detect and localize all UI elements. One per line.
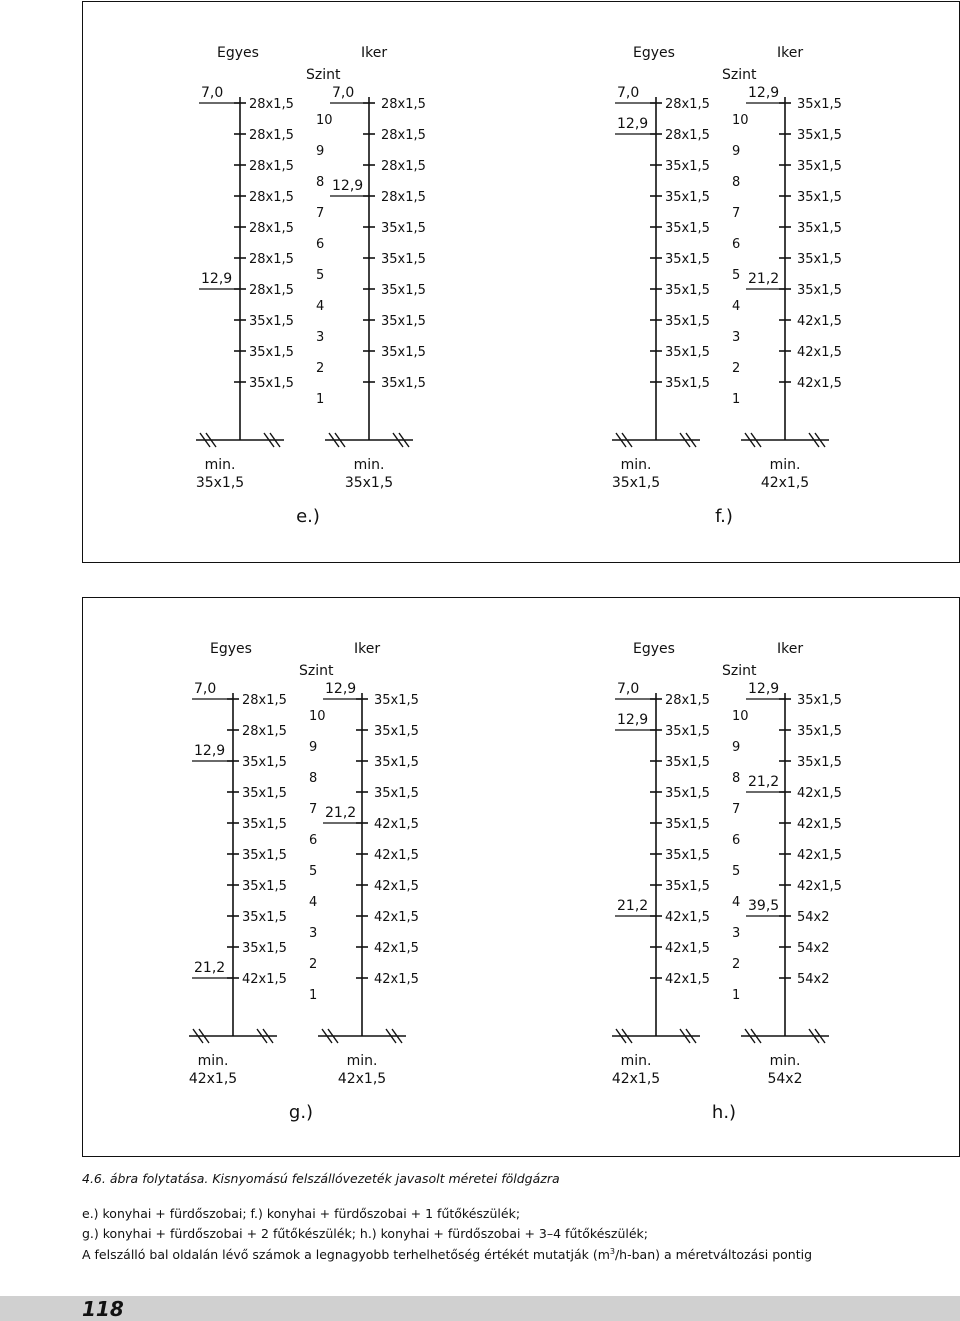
caption-line-1: e.) konyhai + fürdőszobai; f.) konyhai + fürdőszobai + 1 fűtőkészülék; [82,1206,521,1221]
level-number: 6 [316,237,325,252]
level-number: 9 [316,144,325,159]
caption-line-2: g.) konyhai + fürdőszobai + 2 fűtőkészülék; h.) konyhai + fürdőszobai + 3–4 fűtőkészülék; [82,1226,649,1241]
min-size-single: 42x1,5 [611,1071,661,1087]
pipe-label-double: 28x1,5 [381,190,426,205]
heading-single: Egyes [633,45,675,61]
flow-value-double: 12,9 [325,681,357,697]
pipe-label-double: 42x1,5 [797,376,842,391]
heading-double: Iker [777,641,804,657]
diagram-h [612,641,842,1123]
pipe-label-single: 42x1,5 [665,910,710,925]
diagram-label: h.) [711,1102,737,1123]
level-number: 2 [309,957,318,972]
caption-superscript: 3 [609,1247,615,1256]
pipe-label-single: 28x1,5 [249,128,294,143]
pipe-label-single: 35x1,5 [665,283,710,298]
pipe-label-double: 42x1,5 [797,879,842,894]
pipe-label-single: 35x1,5 [249,376,294,391]
diagram-label: e.) [296,506,320,527]
pipe-label-double: 28x1,5 [381,97,426,112]
pipe-label-single: 35x1,5 [242,786,287,801]
pipe-label-double: 35x1,5 [797,724,842,739]
pipe-label-single: 35x1,5 [249,314,294,329]
diagram-f [612,45,842,527]
pipe-label-double: 35x1,5 [374,724,419,739]
pipe-label-single: 35x1,5 [665,159,710,174]
level-number: 4 [732,299,741,314]
flow-value-single: 12,9 [194,743,226,759]
level-number: 10 [732,709,749,724]
pipe-label-single: 28x1,5 [249,190,294,205]
flow-value-double: 12,9 [332,178,364,194]
diagram-e [196,45,426,527]
pipe-label-double: 35x1,5 [381,283,426,298]
level-number: 7 [309,802,318,817]
flow-value-single: 7,0 [194,681,217,697]
level-number: 10 [732,113,749,128]
pipe-label-double: 35x1,5 [374,693,419,708]
pipe-label-single: 35x1,5 [242,817,287,832]
level-number: 8 [732,175,741,190]
pipe-label-single: 28x1,5 [665,128,710,143]
level-number: 5 [316,268,325,283]
flow-value-single: 12,9 [201,271,233,287]
pipe-label-double: 35x1,5 [797,128,842,143]
pipe-label-double: 42x1,5 [374,879,419,894]
flow-value-single: 21,2 [194,960,226,976]
heading-double: Iker [777,45,804,61]
level-number: 5 [309,864,318,879]
level-number: 7 [316,206,325,221]
pipe-label-double: 42x1,5 [374,972,419,987]
pipe-label-single: 35x1,5 [665,190,710,205]
heading-single: Egyes [217,45,259,61]
pipe-label-single: 35x1,5 [665,221,710,236]
pipe-label-single: 35x1,5 [665,879,710,894]
flow-value-double: 21,2 [748,774,780,790]
level-number: 1 [732,392,741,407]
pipe-label-single: 35x1,5 [242,848,287,863]
pipe-label-single: 42x1,5 [242,972,287,987]
pipe-label-double: 35x1,5 [381,252,426,267]
pipe-label-double: 28x1,5 [381,159,426,174]
diagram-label: g.) [288,1102,314,1123]
pipe-label-double: 42x1,5 [374,817,419,832]
level-number: 3 [316,330,325,345]
level-number: 9 [732,144,741,159]
heading-level: Szint [722,663,757,679]
pipe-label-double: 28x1,5 [381,128,426,143]
level-number: 8 [309,771,318,786]
pipe-label-single: 35x1,5 [242,879,287,894]
min-label-single: min. [197,1053,229,1069]
pipe-label-double: 35x1,5 [381,314,426,329]
pipe-label-single: 35x1,5 [665,376,710,391]
riser-diagrams-g-h [83,598,960,1158]
flow-value-single: 7,0 [201,85,224,101]
min-size-single: 35x1,5 [195,475,245,491]
level-number: 1 [316,392,325,407]
pipe-label-double: 35x1,5 [797,159,842,174]
pipe-label-double: 42x1,5 [374,910,419,925]
pipe-label-single: 35x1,5 [665,345,710,360]
pipe-label-single: 35x1,5 [665,817,710,832]
pipe-label-double: 42x1,5 [374,941,419,956]
pipe-label-double: 42x1,5 [797,314,842,329]
pipe-label-double: 35x1,5 [381,376,426,391]
pipe-label-double: 42x1,5 [374,848,419,863]
heading-single: Egyes [210,641,252,657]
level-number: 10 [309,709,326,724]
level-number: 6 [732,833,741,848]
pipe-label-single: 35x1,5 [242,755,287,770]
pipe-label-double: 42x1,5 [797,786,842,801]
level-number: 1 [732,988,741,1003]
pipe-label-double: 35x1,5 [797,252,842,267]
min-label-double: min. [769,457,801,473]
level-number: 7 [732,206,741,221]
min-size-double: 42x1,5 [337,1071,387,1087]
pipe-label-single: 28x1,5 [242,724,287,739]
diagram-g [189,641,419,1123]
pipe-label-single: 28x1,5 [249,159,294,174]
footer-bar [0,1296,960,1321]
pipe-label-double: 42x1,5 [797,345,842,360]
pipe-label-double: 35x1,5 [381,345,426,360]
level-number: 9 [732,740,741,755]
pipe-label-single: 28x1,5 [242,693,287,708]
pipe-label-single: 28x1,5 [249,252,294,267]
level-number: 9 [309,740,318,755]
pipe-label-double: 54x2 [797,972,830,987]
figure-caption-title: 4.6. ábra folytatása. Kisnyomású felszállóvezeték javasolt méretei földgázra [82,1171,560,1186]
level-number: 10 [316,113,333,128]
level-number: 3 [732,926,741,941]
flow-value-double: 39,5 [748,898,780,914]
flow-value-single: 12,9 [617,116,649,132]
flow-value-double: 12,9 [748,85,780,101]
level-number: 2 [316,361,325,376]
page-number: 118 [82,1297,124,1321]
level-number: 7 [732,802,741,817]
pipe-label-double: 35x1,5 [374,786,419,801]
min-label-single: min. [620,1053,652,1069]
pipe-label-single: 28x1,5 [249,221,294,236]
riser-diagrams-e-f [83,2,960,564]
level-number: 3 [732,330,741,345]
pipe-label-single: 28x1,5 [665,693,710,708]
pipe-label-double: 35x1,5 [374,755,419,770]
pipe-label-double: 35x1,5 [797,190,842,205]
pipe-label-single: 28x1,5 [249,283,294,298]
level-number: 4 [732,895,741,910]
heading-single: Egyes [633,641,675,657]
pipe-label-double: 42x1,5 [797,817,842,832]
min-label-double: min. [346,1053,378,1069]
pipe-label-double: 42x1,5 [797,848,842,863]
level-number: 4 [316,299,325,314]
level-number: 5 [732,268,741,283]
min-size-single: 42x1,5 [188,1071,238,1087]
pipe-label-double: 35x1,5 [381,221,426,236]
level-number: 1 [309,988,318,1003]
level-number: 4 [309,895,318,910]
level-number: 3 [309,926,318,941]
flow-value-single: 7,0 [617,681,640,697]
flow-value-double: 12,9 [748,681,780,697]
pipe-label-single: 35x1,5 [665,314,710,329]
min-label-single: min. [620,457,652,473]
min-label-double: min. [769,1053,801,1069]
min-size-single: 35x1,5 [611,475,661,491]
heading-level: Szint [306,67,341,83]
min-label-single: min. [204,457,236,473]
pipe-label-double: 35x1,5 [797,755,842,770]
level-number: 5 [732,864,741,879]
level-number: 6 [309,833,318,848]
pipe-label-single: 35x1,5 [249,345,294,360]
pipe-label-single: 28x1,5 [665,97,710,112]
pipe-label-single: 28x1,5 [249,97,294,112]
heading-double: Iker [361,45,388,61]
level-number: 2 [732,361,741,376]
min-label-double: min. [353,457,385,473]
flow-value-single: 21,2 [617,898,649,914]
min-size-double: 42x1,5 [760,475,810,491]
level-number: 2 [732,957,741,972]
diagram-panel-top [82,1,960,563]
pipe-label-single: 35x1,5 [665,755,710,770]
level-number: 8 [732,771,741,786]
pipe-label-single: 35x1,5 [242,910,287,925]
caption-line-3-end: /h-ban) a méretváltozási pontig [614,1247,813,1263]
pipe-label-single: 42x1,5 [665,941,710,956]
heading-level: Szint [299,663,334,679]
min-size-double: 35x1,5 [344,475,394,491]
pipe-label-double: 54x2 [797,941,830,956]
level-number: 8 [316,175,325,190]
heading-level: Szint [722,67,757,83]
flow-value-single: 7,0 [617,85,640,101]
caption-line-3 [82,1248,942,1262]
level-number: 6 [732,237,741,252]
pipe-label-single: 35x1,5 [242,941,287,956]
caption-line-3-main: A felszálló bal oldalán lévő számok a legnagyobb terhelhetőség értékét mutatják (m [82,1247,610,1263]
flow-value-single: 12,9 [617,712,649,728]
min-size-double: 54x2 [767,1071,803,1087]
pipe-label-double: 35x1,5 [797,693,842,708]
diagram-label: f.) [715,506,733,527]
pipe-label-double: 54x2 [797,910,830,925]
flow-value-double: 21,2 [748,271,780,287]
flow-value-double: 21,2 [325,805,357,821]
pipe-label-double: 35x1,5 [797,97,842,112]
flow-value-double: 7,0 [332,85,355,101]
pipe-label-single: 35x1,5 [665,724,710,739]
pipe-label-double: 35x1,5 [797,221,842,236]
pipe-label-double: 35x1,5 [797,283,842,298]
pipe-label-single: 42x1,5 [665,972,710,987]
pipe-label-single: 35x1,5 [665,848,710,863]
pipe-label-single: 35x1,5 [665,252,710,267]
diagram-panel-bottom [82,597,960,1157]
pipe-label-single: 35x1,5 [665,786,710,801]
heading-double: Iker [354,641,381,657]
